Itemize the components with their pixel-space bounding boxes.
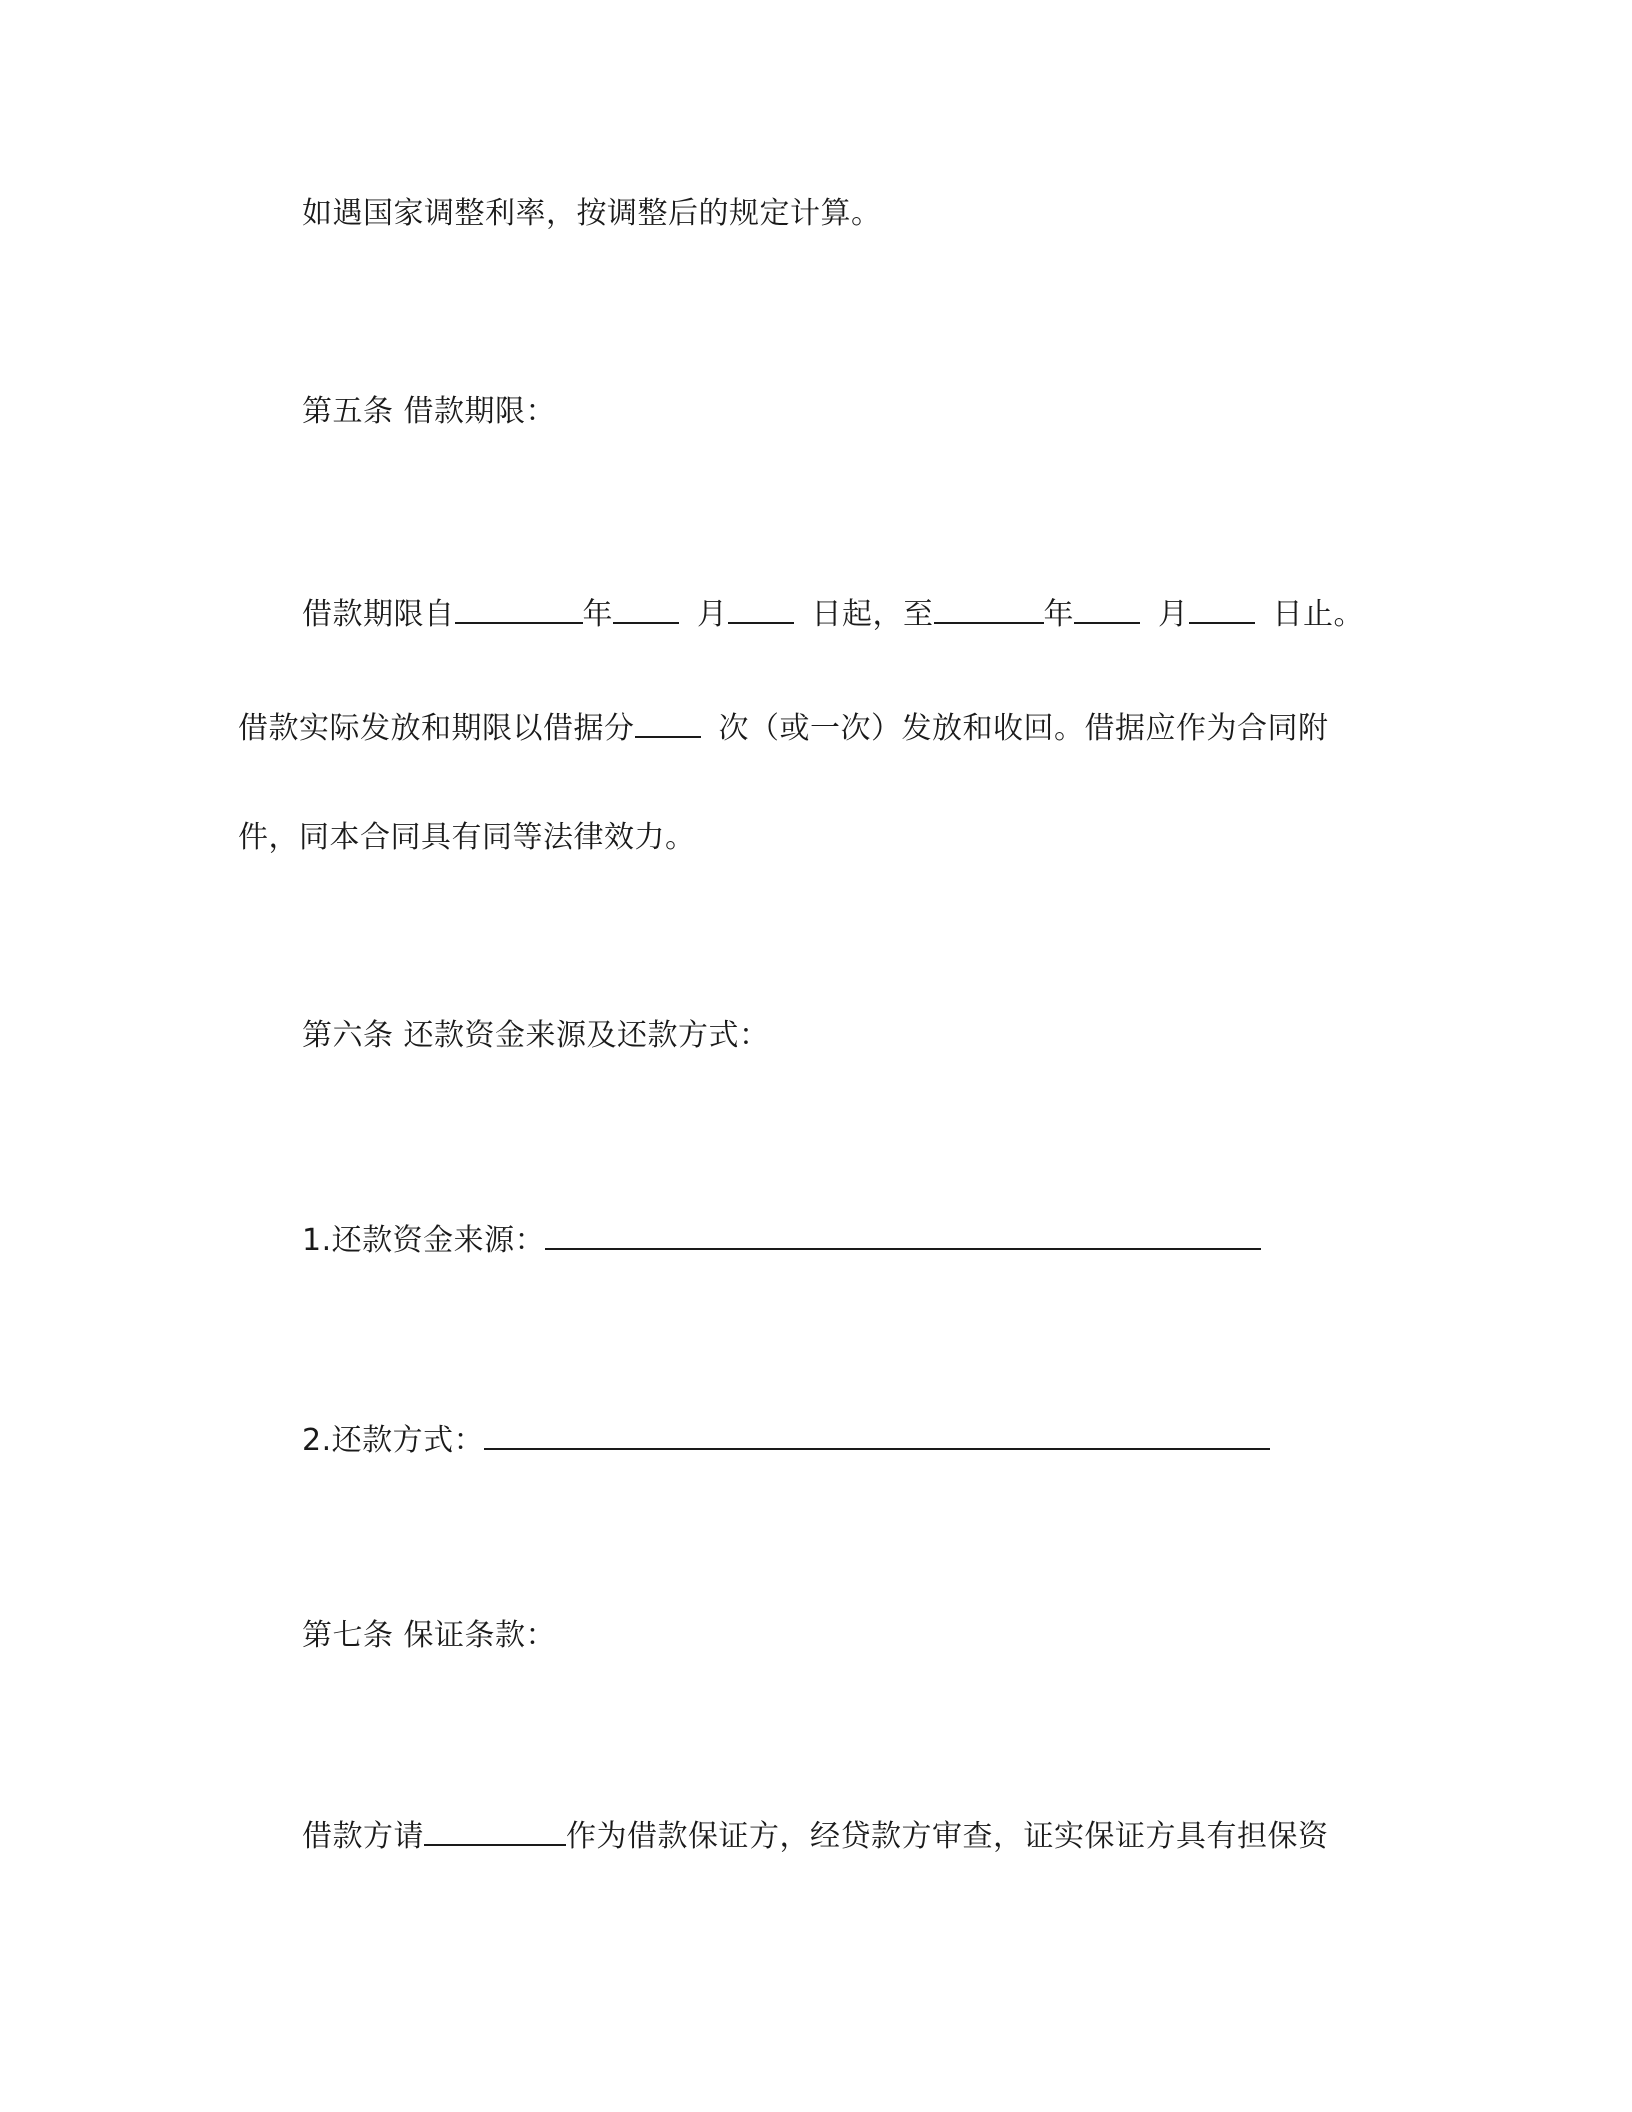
heading-text: 第五条 借款期限： <box>302 394 557 429</box>
text-segment: 日起，至 <box>811 597 934 632</box>
blank-guarantor <box>424 1814 566 1846</box>
text-segment: 年 <box>1043 597 1074 632</box>
text-segment: 月 <box>697 597 728 632</box>
heading-text: 第六条 还款资金来源及还款方式： <box>302 1018 770 1053</box>
text-segment: 借款方请 <box>302 1819 424 1854</box>
article-6-item-1 <box>302 1218 1261 1261</box>
text-segment: 件，同本合同具有同等法律效力。 <box>238 820 696 855</box>
article-5-line-3 <box>238 818 696 858</box>
blank-installments <box>635 706 701 738</box>
blank-start-month <box>613 592 679 624</box>
text-segment: 月 <box>1158 597 1189 632</box>
blank-repayment-method <box>484 1418 1270 1450</box>
text-segment: 作为借款保证方，经贷款方审查，证实保证方具有担保资 <box>566 1819 1329 1854</box>
blank-start-year <box>455 592 583 624</box>
text-segment: 次（或一次）发放和收回。借据应作为合同附 <box>718 711 1329 746</box>
article-5-heading <box>302 392 556 432</box>
blank-repayment-source <box>545 1218 1261 1250</box>
text-segment: 借款实际发放和期限以借据分 <box>238 711 635 746</box>
heading-text: 第七条 保证条款： <box>302 1618 557 1653</box>
article-5-line-1 <box>302 592 1364 635</box>
text-segment: 年 <box>582 597 613 632</box>
blank-end-day <box>1189 592 1255 624</box>
article-7-body <box>302 1814 1329 1857</box>
text-segment: 日止。 <box>1272 597 1364 632</box>
article-5-line-2 <box>238 706 1329 749</box>
blank-start-day <box>728 592 794 624</box>
paragraph-interest-adjustment <box>302 194 882 234</box>
paragraph-text: 如遇国家调整利率，按调整后的规定计算。 <box>302 196 882 231</box>
item-label: 2.还款方式： <box>302 1423 485 1458</box>
blank-end-month <box>1074 592 1140 624</box>
blank-end-year <box>934 592 1044 624</box>
article-7-heading <box>302 1616 556 1656</box>
item-label: 1.还款资金来源： <box>302 1223 546 1258</box>
text-segment: 借款期限自 <box>302 597 455 632</box>
article-6-item-2 <box>302 1418 1270 1461</box>
article-6-heading <box>302 1016 770 1056</box>
